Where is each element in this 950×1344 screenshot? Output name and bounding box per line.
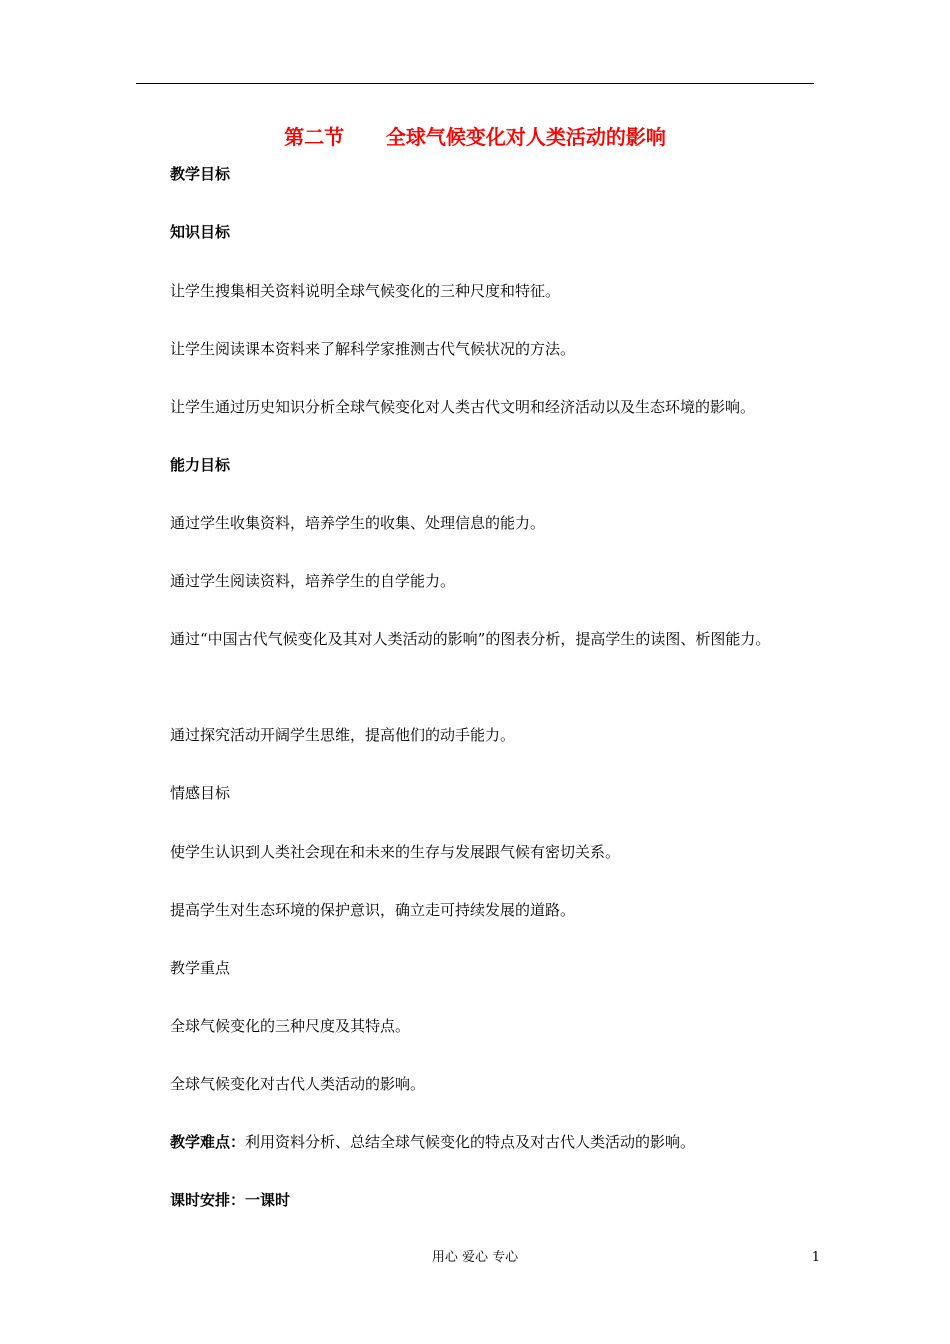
- ability-item: 通过学生收集资料，培养学生的收集、处理信息的能力。: [170, 514, 546, 532]
- ability-item: 通过探究活动开阔学生思维，提高他们的动手能力。: [170, 726, 516, 744]
- header-rule: [136, 83, 814, 84]
- page-number: 1: [811, 1250, 820, 1265]
- difficulty-line: [170, 1130, 695, 1154]
- knowledge-item: 让学生阅读课本资料来了解科学家推测古代气候状况的方法。: [170, 340, 576, 358]
- knowledge-item: 让学生通过历史知识分析全球气候变化对人类古代文明和经济活动以及生态环境的影响。: [170, 398, 756, 416]
- key-points-heading: 教学重点: [170, 959, 231, 977]
- footer-motto: 用心 爱心 专心: [431, 1250, 519, 1265]
- ability-item-long: 通过“中国古代气候变化及其对人类活动的影响”的图表分析，提高学生的读图、析图能力。: [170, 630, 771, 648]
- difficulty-label: 教学难点：: [170, 1133, 246, 1151]
- page-title: 第二节 全球气候变化对人类活动的影响: [284, 125, 666, 149]
- schedule-line: 课时安排：一课时: [170, 1191, 291, 1209]
- knowledge-goals-heading: 知识目标: [170, 223, 231, 241]
- ability-item: 通过学生阅读资料，培养学生的自学能力。: [170, 572, 456, 590]
- difficulty-text: 利用资料分析、总结全球气候变化的特点及对古代人类活动的影响。: [245, 1133, 696, 1151]
- teaching-goals-heading: 教学目标: [170, 165, 231, 183]
- ability-goals-heading: 能力目标: [170, 456, 231, 474]
- emotion-item: 提高学生对生态环境的保护意识，确立走可持续发展的道路。: [170, 901, 576, 919]
- key-point-item: 全球气候变化的三种尺度及其特点。: [170, 1017, 411, 1035]
- emotion-item: 使学生认识到人类社会现在和未来的生存与发展跟气候有密切关系。: [170, 843, 621, 861]
- emotion-goals-heading: 情感目标: [170, 784, 231, 802]
- knowledge-item: 让学生搜集相关资料说明全球气候变化的三种尺度和特征。: [170, 282, 561, 300]
- key-point-item: 全球气候变化对古代人类活动的影响。: [170, 1075, 426, 1093]
